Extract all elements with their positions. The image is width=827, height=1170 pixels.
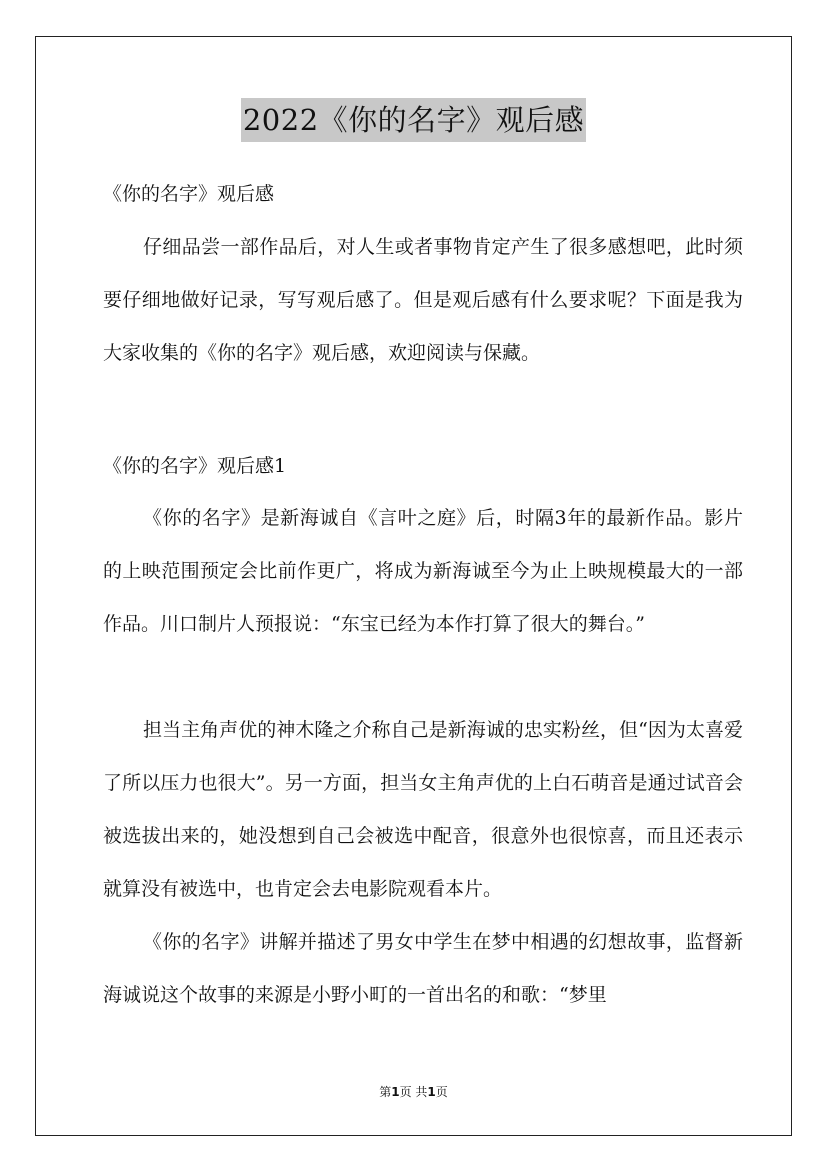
intro-paragraph: 仔细品尝一部作品后，对人生或者事物肯定产生了很多感想吧，此时须要仔细地做好记录，写写观后感了。但是观后感有什么要求呢？下面是我为大家收集的《你的名字》观后感，欢迎阅读与保藏。	[103, 236, 743, 364]
page-suffix: 页	[435, 1085, 448, 1099]
section-heading: 《你的名字》观后感1	[103, 455, 287, 477]
page-mid: 页 共	[399, 1085, 428, 1099]
page-prefix: 第	[379, 1085, 392, 1099]
document-subtitle: 《你的名字》观后感	[103, 183, 275, 205]
document-title-text: 2022《你的名字》观后感	[241, 98, 586, 142]
body-paragraph: 《你的名字》讲解并描述了男女中学生在梦中相遇的幻想故事，监督新海诚说这个故事的来源是小野小町的一首出名的和歌：“梦里	[103, 931, 743, 1006]
document-title	[0, 98, 827, 142]
body-paragraph: 《你的名字》是新海诚自《言叶之庭》后，时隔3年的最新作品。影片的上映范围预定会比前作更广，将成为新海诚至今为止上映规模最大的一部作品。川口制片人预报说：“东宝已经为本作打算了很大的舞台。”	[103, 507, 743, 635]
body-paragraph: 担当主角声优的神木隆之介称自己是新海诚的忠实粉丝，但“因为太喜爱了所以压力也很大”。另一方面，担当女主角声优的上白石萌音是通过试音会被选拔出来的，她没想到自己会被选中配音，很意外也很惊喜，而且还表示就算没有被选中，也肯定会去电影院观看本片。	[103, 719, 743, 900]
page-current: 1	[391, 1085, 400, 1099]
page-total: 1	[427, 1085, 436, 1099]
page-footer	[0, 1083, 827, 1100]
